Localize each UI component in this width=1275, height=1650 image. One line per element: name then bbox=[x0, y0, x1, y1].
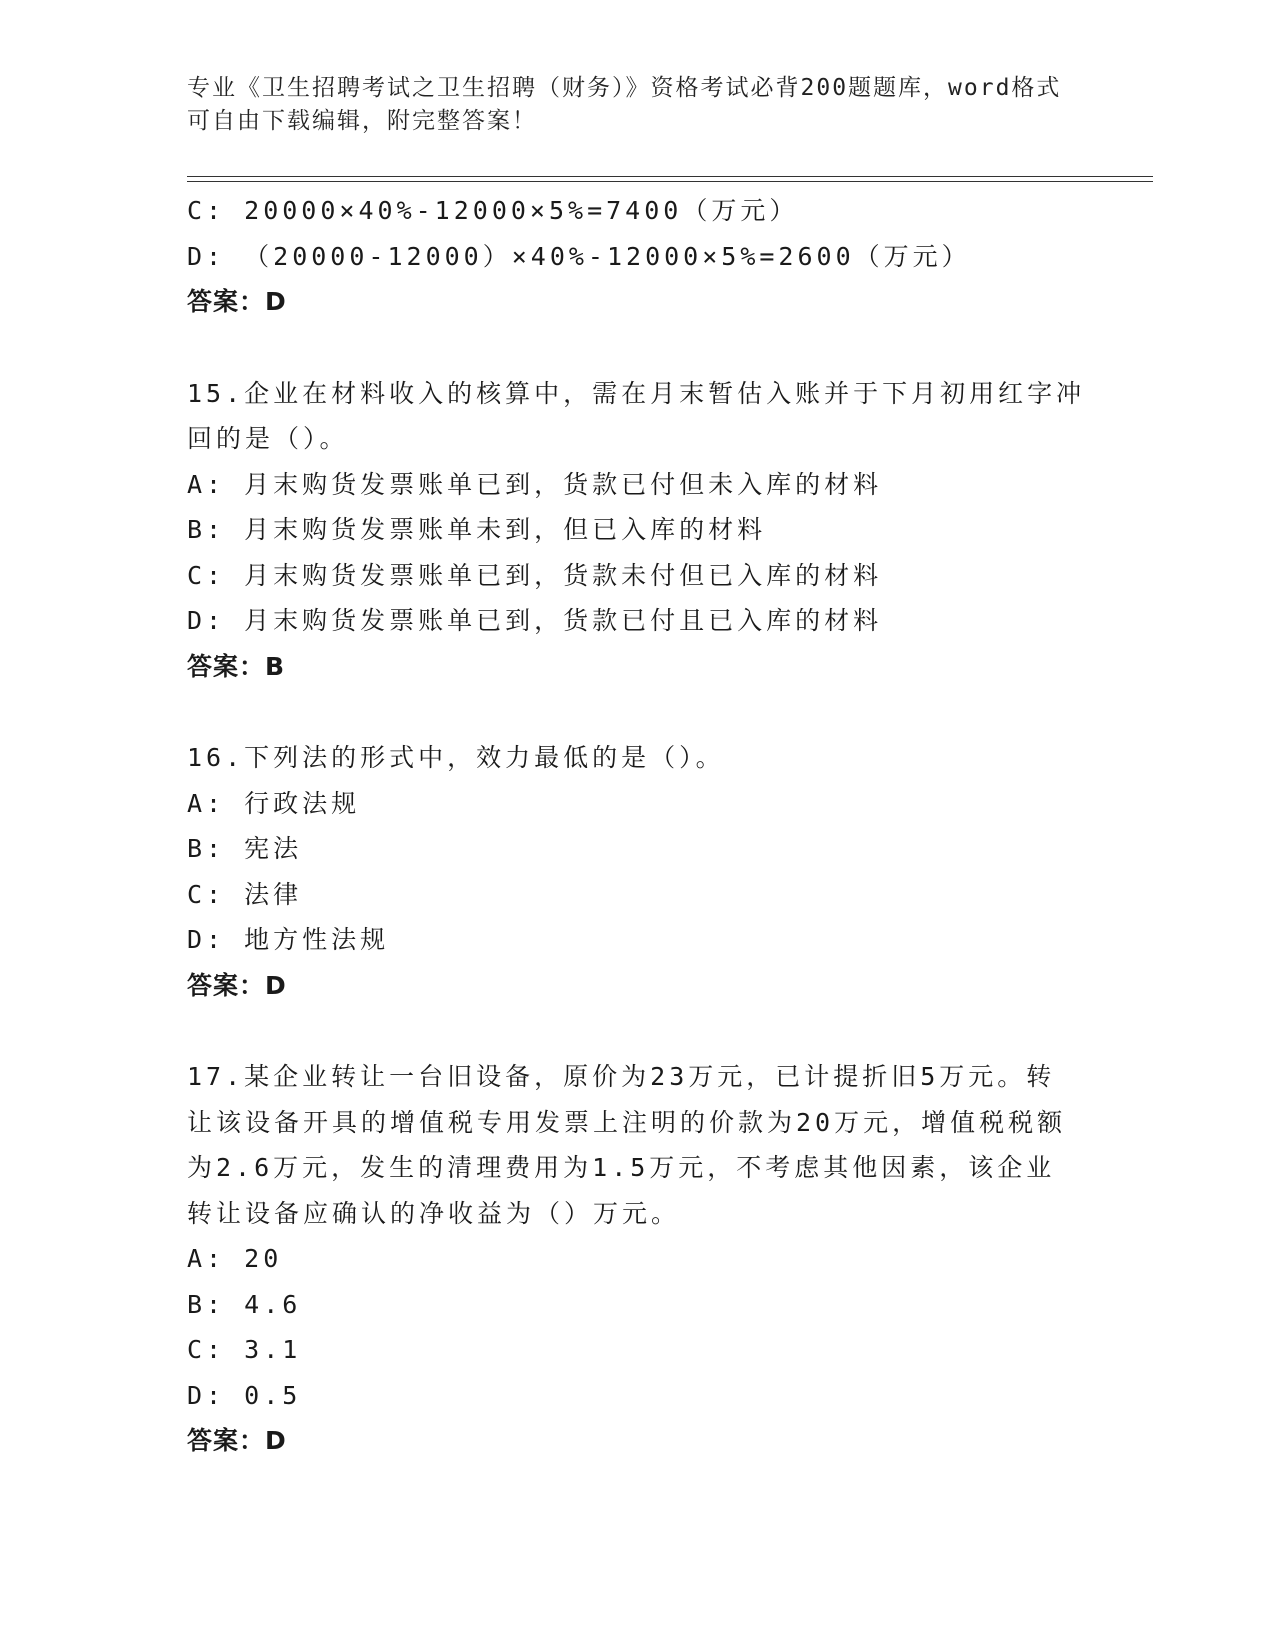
option-c: C: 3.1 bbox=[187, 1335, 302, 1364]
answer-line: 答案：D bbox=[187, 970, 287, 1000]
question-14-continued bbox=[187, 188, 1087, 325]
document-header bbox=[187, 72, 1087, 138]
option-a: A: 行政法规 bbox=[187, 788, 361, 818]
option-c: C: 月末购货发票账单已到，货款未付但已入库的材料 bbox=[187, 560, 883, 590]
answer-line: 答案：B bbox=[187, 651, 286, 681]
header-divider-top bbox=[187, 176, 1153, 177]
option-b: B: 月末购货发票账单未到，但已入库的材料 bbox=[187, 515, 767, 544]
question-stem-line: 转让设备应确认的净收益为（）万元。 bbox=[187, 1198, 681, 1228]
answer-line: 答案：D bbox=[187, 1426, 287, 1455]
option-d: D: 月末购货发票账单已到，货款已付且已入库的材料 bbox=[187, 606, 883, 635]
question-15 bbox=[187, 371, 1087, 690]
question-stem-line: 17.某企业转让一台旧设备，原价为23万元，已计提折旧5万元。转 bbox=[187, 1062, 1056, 1091]
header-title-line-1: 专业《卫生招聘考试之卫生招聘（财务）》资格考试必背200题题库，word格式 bbox=[187, 75, 1062, 101]
option-a: A: 月末购货发票账单已到，货款已付但未入库的材料 bbox=[187, 469, 883, 499]
option-c: C: 20000×40%-12000×5%=7400（万元） bbox=[187, 196, 799, 225]
question-stem-line: 15.企业在材料收入的核算中，需在月末暂估入账并于下月初用红字冲 bbox=[187, 378, 1086, 408]
question-stem-line: 为2.6万元，发生的清理费用为1.5万元，不考虑其他因素，该企业 bbox=[187, 1153, 1056, 1182]
option-a: A: 20 bbox=[187, 1244, 283, 1273]
question-list bbox=[187, 188, 1087, 1464]
header-title-line-2: 可自由下载编辑，附完整答案！ bbox=[187, 108, 537, 134]
header-divider-bottom bbox=[187, 181, 1153, 182]
question-17 bbox=[187, 1054, 1087, 1464]
option-d: D: 0.5 bbox=[187, 1380, 302, 1410]
option-b: B: 4.6 bbox=[187, 1289, 302, 1319]
option-c: C: 法律 bbox=[187, 879, 303, 909]
answer-line: 答案：D bbox=[187, 287, 287, 316]
question-16 bbox=[187, 735, 1087, 1008]
question-stem-line: 让该设备开具的增值税专用发票上注明的价款为20万元，增值税税额 bbox=[187, 1107, 1067, 1137]
question-stem-line: 回的是（）。 bbox=[187, 424, 349, 453]
question-stem-line: 16.下列法的形式中，效力最低的是（）。 bbox=[187, 743, 725, 772]
option-d: D: 地方性法规 bbox=[187, 925, 390, 954]
option-b: B: 宪法 bbox=[187, 834, 303, 863]
option-d: D: （20000-12000）×40%-12000×5%=2600（万元） bbox=[187, 241, 971, 271]
